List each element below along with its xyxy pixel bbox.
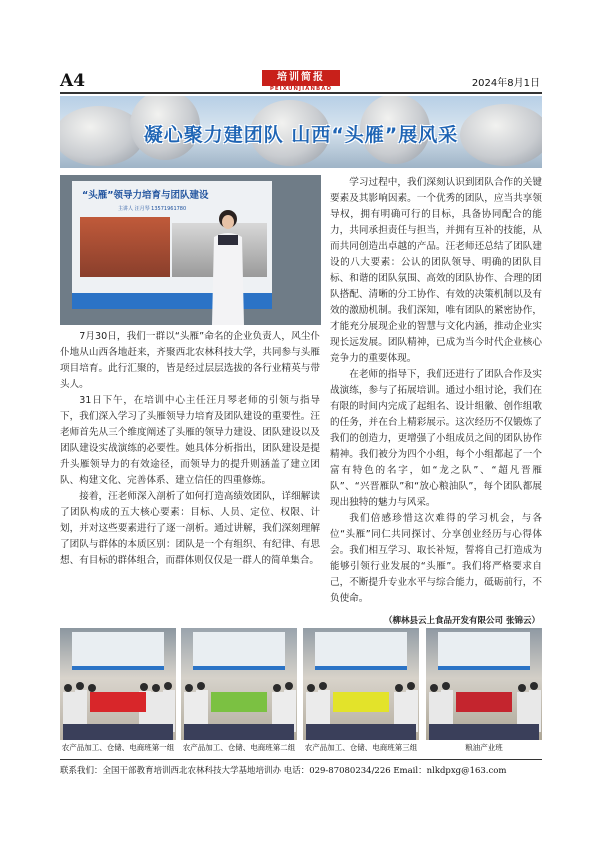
photo-caption: 农产品加工、仓储、电商班第三组 [304,743,418,752]
slide-building-image [80,217,170,277]
author-byline: （柳林县云上食品开发有限公司 张锦云） [384,616,540,626]
team-flag [456,692,512,712]
classroom-screen [315,632,407,666]
page-number: A4 [60,71,86,91]
group-photo-1 [60,628,176,740]
classroom-screen [72,632,164,666]
footer-divider [60,759,542,760]
article-title: 凝心聚力建团队 山西“头雁”展风采 [143,124,459,146]
paragraph: 接着，汪老师深入剖析了如何打造高绩效团队，详细解读了团队构成的五大核心要素：目标、人员、定位、权限、计划，并对这些要素进行了逐一剖析。通过讲解，我们深刻理解了团队与群体的本质区别：团队是一个有组织、有纪律、有思想、有目标的群体组合，而群体则仅仅是一群人的简单集合。 [60,491,320,566]
issue-date: 2024年8月1日 [471,78,540,89]
paragraph: 我们倍感珍惜这次难得的学习机会，与各位“头雁”同仁共同探讨、分享创业经历与心得体会。我们相互学习、取长补短，誓将自己打造成为能够引领行业发展的“头雁”。我们将严格要求自己，不断提升专业水平与综合能力，砥砺前行，不负使命。 [330,513,542,604]
team-flag [333,692,389,712]
team-flag [211,692,267,712]
classroom-screen [438,632,530,666]
article-left-column [60,329,320,569]
paragraph: 7月30日，我们一群以“头雁”命名的企业负责人，风尘仆仆地从山西各地赶来，齐聚西北农林科技大学，共同参与头雁项目培育。此行汇聚的，皆是经过层层选拔的各行业精英与带头人。 [60,331,320,390]
header-divider [60,92,542,94]
group-photo-2 [181,628,297,740]
slide-subtitle: 主讲人 汪月琴 13571961780 [118,206,187,212]
photo-caption: 农产品加工、仓储、电商班第一组 [61,743,175,752]
classroom-screen [193,632,285,666]
photo-caption: 粮油产业班 [465,743,503,752]
masthead-logo: 培训简报 [262,70,340,86]
title-banner [60,96,542,168]
slide-title: “头雁”领导力培育与团队建设 [82,190,209,201]
paragraph: 31日下午，在培训中心主任汪月琴老师的引领与指导下，我们深入学习了头雁领导力培育及团队建设的重要性。汪老师首先从三个维度阐述了头雁的领导力建设、团队建设以及团队建设实战演练的必要性。她具体分析指出，团队建设是提升头雁领导力的有效途径，而领导力的提升则涵盖了建立团队、构建文化、完善体系、建立信任的四重修炼。 [60,395,320,486]
screen-bar [315,666,407,670]
screen-bar [438,666,530,670]
speaker-figure [210,207,246,325]
article-right-column [330,175,542,607]
group-photo-4 [426,628,542,740]
photo-caption: 农产品加工、仓储、电商班第二组 [182,743,296,752]
masthead-pinyin: PEIXUNJIANBAO [269,86,333,92]
lecture-photo [60,175,321,325]
contact-footer: 联系我们：全国干部教育培训西北农林科技大学基地培训办 电话：029-87080234/226 Email：nlkdpxg@163.com [60,766,507,776]
screen-bar [72,666,164,670]
paragraph: 在老师的指导下，我们还进行了团队合作及实战演练，参与了拓展培训。通过小组讨论，我们在有限的时间内完成了起组名、设计组徽、创作组歌的任务，并在台上精彩展示。这次经历不仅锻炼了我们的创造力，更增强了小组成员之间的团队协作精神。我们被分为四个小组，每个小组都起了一个富有特色的名字，如“龙之队”、“超凡晋雁队”、“兴晋雁队”和“放心粮油队”，每个团队都展现出独特的魅力与风采。 [330,369,542,508]
team-flag [90,692,146,712]
group-photo-3 [303,628,419,740]
paragraph: 学习过程中，我们深刻认识到团队合作的关键要素及其影响因素。一个优秀的团队，应当共享领导权，拥有明确可行的目标，具备协同配合的能力，共同承担责任与担当，并拥有互补的技能，从而共同创造出卓越的产品。汪老师还总结了团队建设的八大要素：公认的团队领导、明确的团队目标、和谐的团队氛围、高效的团队协作、合理的团队搭配、清晰的分工协作、有效的决策机制以及有效的激励机制。我们深知，唯有团队的紧密协作，才能充分展现企业的智慧与文化内涵，推动企业实现长远发展。团队精神，已成为当今时代企业核心竞争力的重要体现。 [330,177,542,364]
screen-bar [193,666,285,670]
